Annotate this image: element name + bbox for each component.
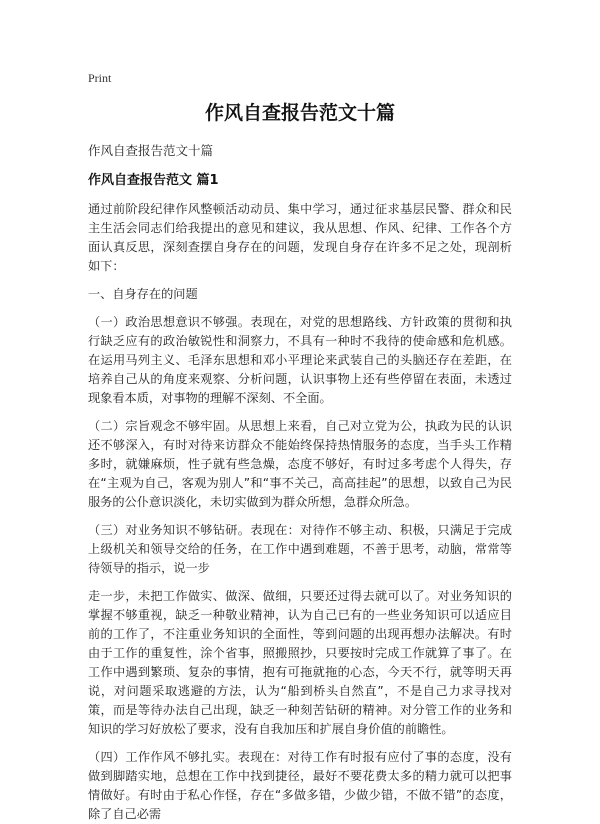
subtitle: 作风自查报告范文十篇 xyxy=(88,143,214,158)
print-label: Print xyxy=(88,71,112,85)
part1-heading: 一、自身存在的问题 xyxy=(88,287,198,301)
section-heading: 作风自查报告范文 篇1 xyxy=(88,173,219,188)
intro-paragraph: 通过前阶段纪律作风整顿活动动员、集中学习，通过征求基层民警、群众和民主生活会同志们给我提出的意见和建议，我从思想、作风、纪律、工作各个方面认真反思，深刻查摆自身存在的问题，发现自身存在许多不足之处，现剖析如下： xyxy=(88,202,512,273)
paragraph-2: （二）宗旨观念不够牢固。从思想上来看，自己对立党为公，执政为民的认识还不够深入，有时对待来访群众不能始终保持热情服务的态度，当手头工作精多时，就嫌麻烦，性子就有些急燥，态度不够好，有时过多考虑个人得失，存在“主观为自己，客观为别人”和“事不关己，高高挂起”的思想，以致自己为民服务的公仆意识淡化，未切实做到为群众所想，急群众所急。 xyxy=(88,419,512,509)
paragraph-1: （一）政治思想意识不够强。表现在，对党的思想路线、方针政策的贯彻和执行缺乏应有的政治敏锐性和洞察力，不具有一种时不我待的使命感和危机感。在运用马列主义、毛泽东思想和邓小平理论来武装自己的头脑还存在差距，在培养自己从的角度来观察、分析问题，认识事物上还有些停留在表面，未透过现象看本质，对事物的理解不深刻、不全面。 xyxy=(88,315,512,405)
paragraph-5: （四）工作作风不够扎实。表现在：对待工作有时报有应付了事的态度，没有做到脚踏实地，总想在工作中找到捷径，最好不要花费太多的精力就可以把事情做好。有时由于私心作怪，存在“多做多错，少做少错，不做不错”的态度，除了自己必需 xyxy=(88,750,512,821)
paragraph-3: （三）对业务知识不够钻研。表现在：对待作不够主动、积极，只满足于完成上级机关和领导交给的任务，在工作中遇到难题，不善于思考，动脑，常常等待领导的指示，说一步 xyxy=(88,523,512,575)
page-title: 作风自查报告范文十篇 xyxy=(204,102,395,124)
paragraph-4: 走一步，未把工作做实、做深、做细，只要还过得去就可以了。对业务知识的掌握不够重视，缺乏一种敬业精神，认为自己已有的一些业务知识可以适应目前的工作了，不注重业务知识的全面性，等到问题的出现再想办法解决。有时由于工作的重复性，涂个省事，照搬照抄，只要按时完成工作就算了事了。在工作中遇到繁琐、复杂的事情，抱有可拖就拖的心态，今天不行，就等明天再说，对问题采取逃避的方法，认为“船到桥头自然直”，不是自己力求寻找对策，而是等待办法自己出现，缺乏一种刻苦钻研的精神。对分管工作的业务和知识的学习好放松了要求，没有自我加压和扩展自身价值的前瞻性。 xyxy=(88,589,512,736)
